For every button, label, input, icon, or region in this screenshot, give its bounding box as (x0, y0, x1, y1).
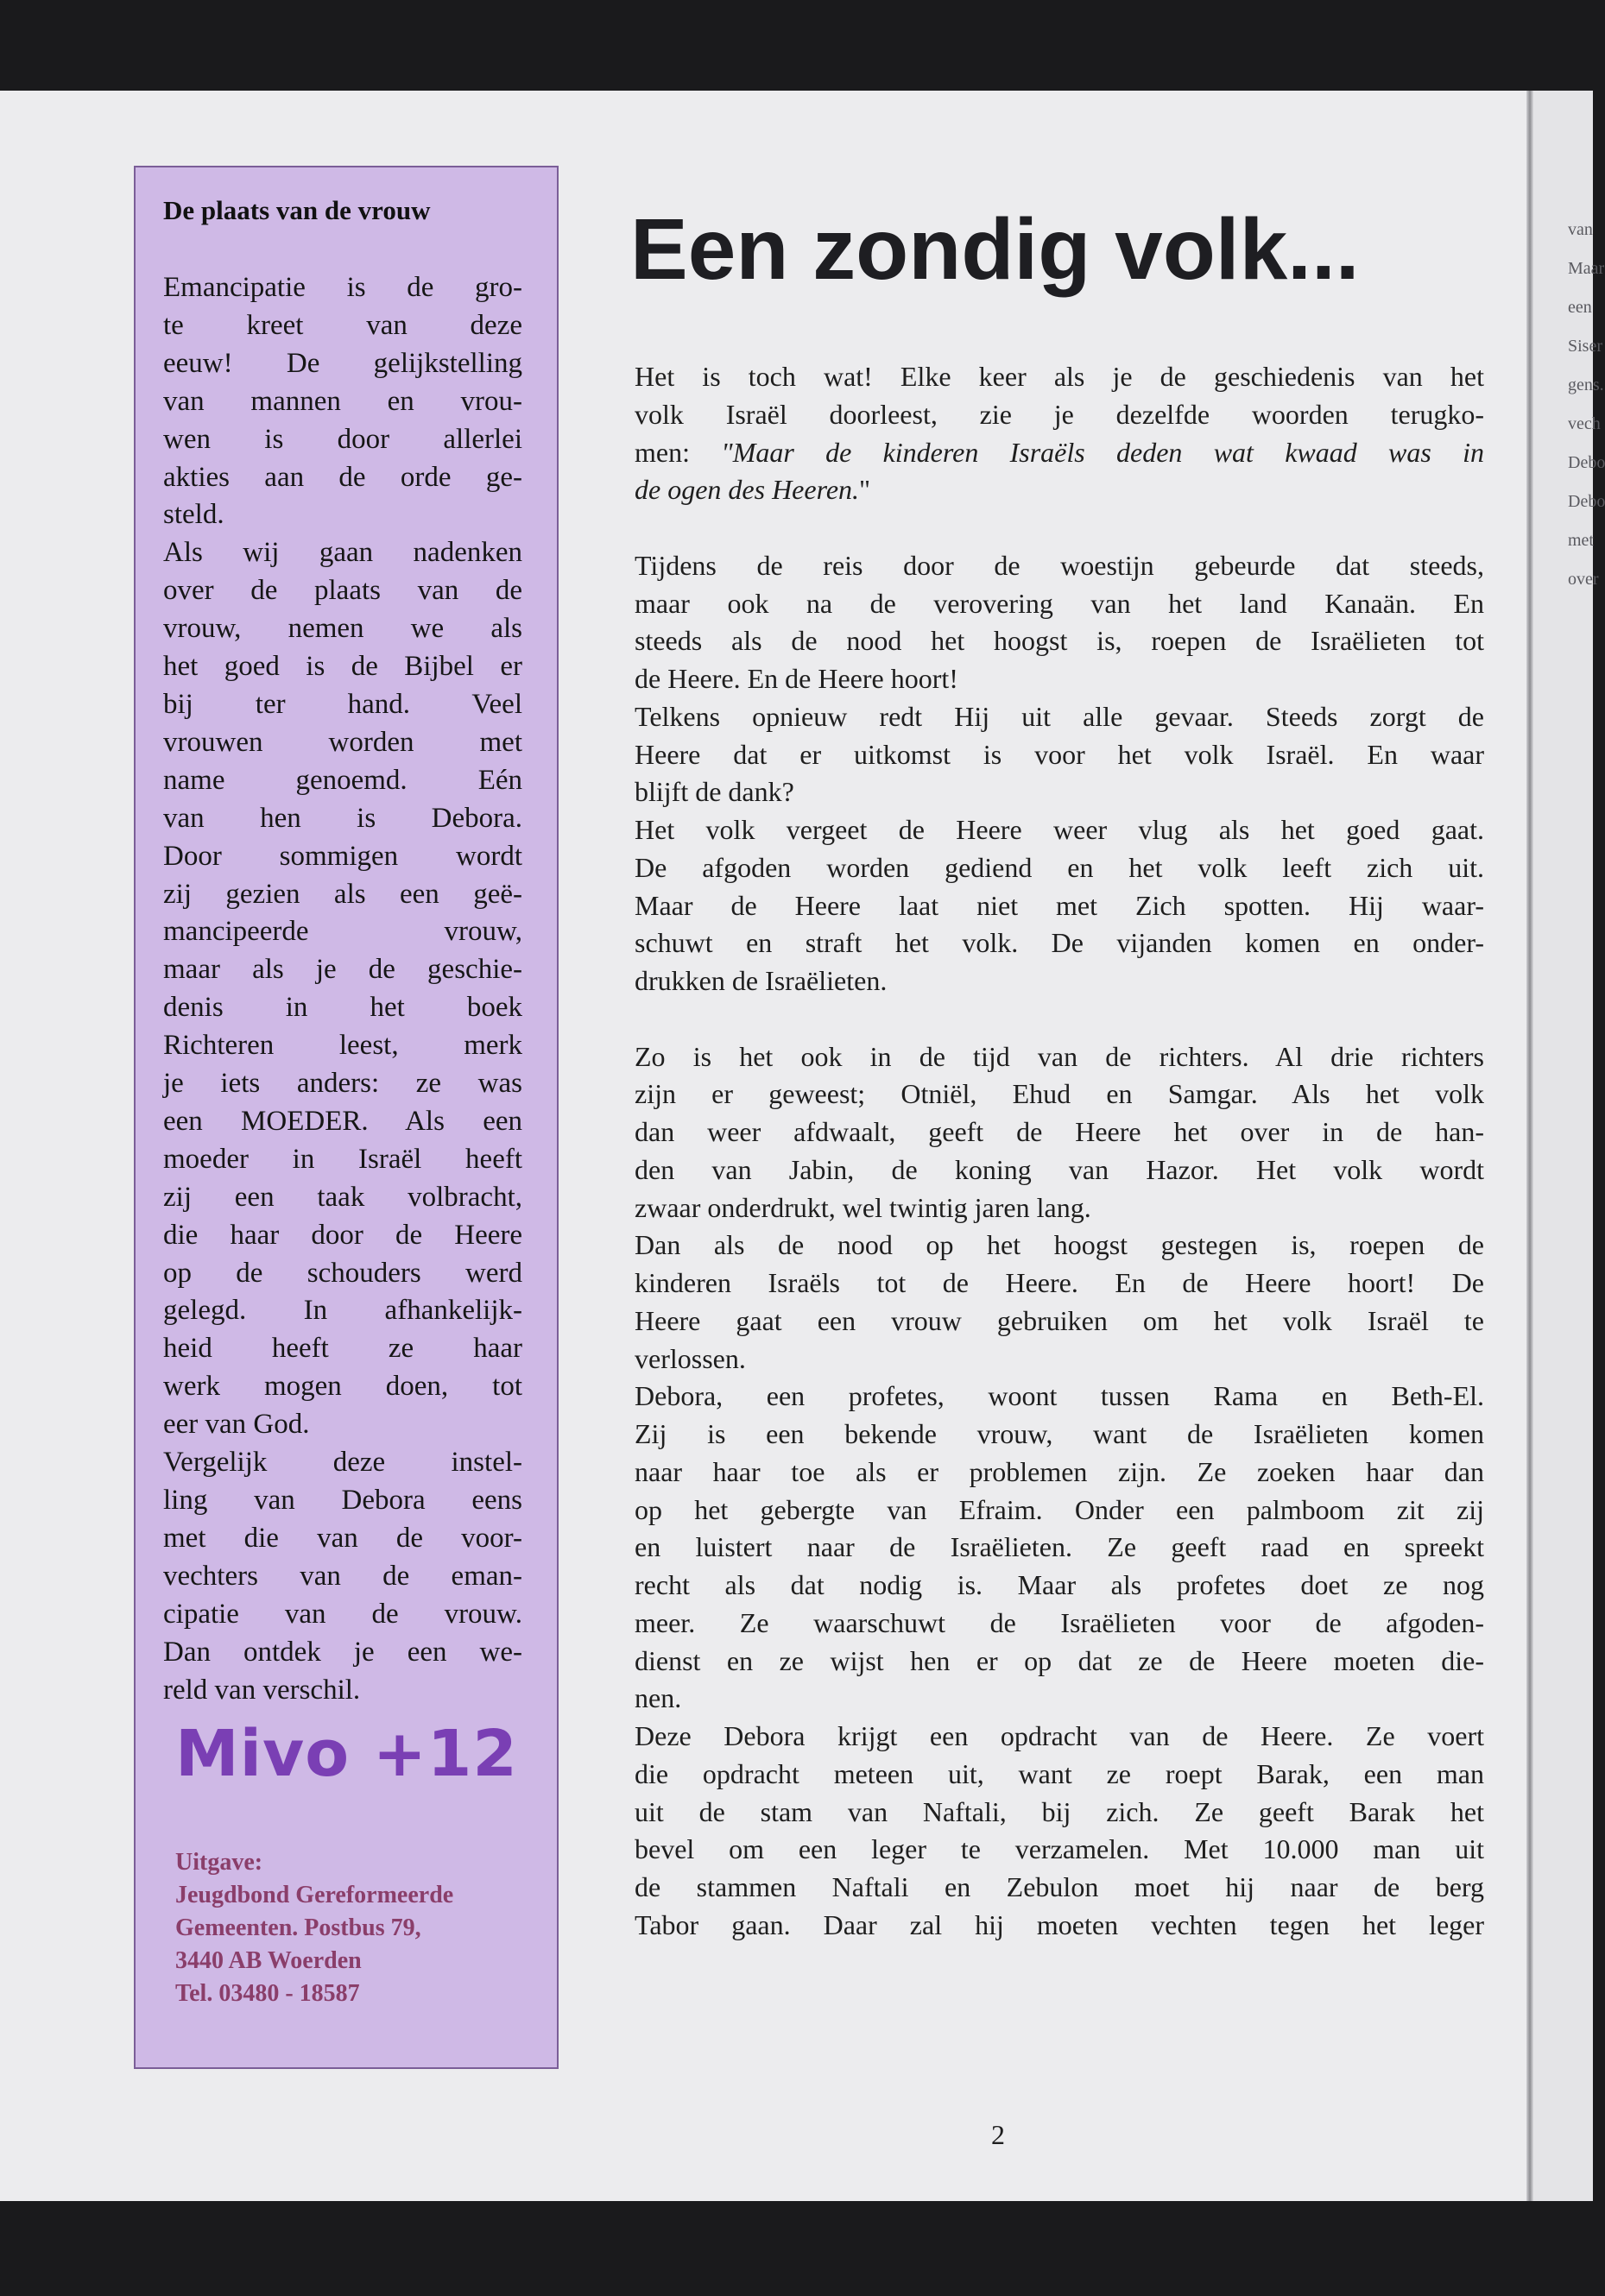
sidebar-line: over de plaats van de (163, 575, 522, 607)
sidebar-line: Emancipatie is de gro- (163, 272, 522, 303)
article-line: Tabor gaan. Daar zal hij moeten vechten tegen het leger (635, 1908, 1484, 1940)
sidebar-line: Dan ontdek je een we- (163, 1636, 522, 1668)
article-line: zwaar onderdrukt, wel twintig jaren lang. (635, 1191, 1091, 1223)
sidebar-line: Richteren leest, merk (163, 1030, 522, 1062)
sidebar-line: werk mogen doen, tot (163, 1371, 522, 1403)
article-line: Tijdens de reis door de woestijn gebeurde dat steeds, (635, 549, 1484, 581)
sidebar-line: maar als je de geschie- (163, 954, 522, 986)
adjacent-page-fragment: over (1568, 570, 1599, 589)
paragraph-gap (635, 1000, 1484, 1038)
article-line: Zo is het ook in de tijd van de richters. Al drie richters (635, 1040, 1484, 1072)
article-line: verlossen. (635, 1342, 746, 1374)
article-line: Deze Debora krijgt een opdracht van de Heere. Ze voert (635, 1720, 1484, 1751)
sidebar-line: zij gezien als een geë- (163, 878, 522, 910)
sidebar-line: met die van de voor- (163, 1522, 522, 1554)
sidebar-line: gelegd. In afhankelijk- (163, 1295, 522, 1327)
sidebar-body (163, 269, 522, 1709)
sidebar-line: name genoemd. Eén (163, 764, 522, 796)
adjacent-page-fragment: Debo (1568, 492, 1605, 511)
page-gutter (1526, 91, 1533, 2201)
mivo-logo: Mivo +12 (175, 1717, 518, 1791)
article-line: meer. Ze waarschuwt de Israëlieten voor de afgoden- (635, 1606, 1484, 1638)
article-line: volk Israël doorleest, zie je dezelfde woorden terugko- (635, 398, 1484, 430)
sidebar-line: Door sommigen wordt (163, 840, 522, 872)
article-line: drukken de Israëlieten. (635, 965, 888, 996)
sidebar-box (134, 166, 559, 2069)
sidebar-line: eeuw! De gelijkstelling (163, 347, 522, 379)
sidebar-line: je iets anders: ze was (163, 1068, 522, 1100)
article-line: de ogen des Heeren." (635, 474, 871, 506)
article-line: zijn er geweest; Otniël, Ehud en Samgar. Als het volk (635, 1078, 1484, 1110)
article-line: Dan als de nood op het hoogst gestegen is, roepen de (635, 1229, 1484, 1261)
adjacent-page-fragment: Maar (1568, 259, 1605, 278)
sidebar-line: steld. (163, 499, 224, 531)
article-line: Zij is een bekende vrouw, want de Israëlieten komen (635, 1418, 1484, 1449)
article-line: uit de stam van Naftali, bij zich. Ze geeft Barak het (635, 1795, 1484, 1827)
sidebar-line: reld van verschil. (163, 1674, 361, 1706)
sidebar-line: akties aan de orde ge- (163, 461, 522, 493)
sidebar-line: het goed is de Bijbel er (163, 651, 522, 683)
sidebar-line: van mannen en vrou- (163, 385, 522, 417)
article-line: Debora, een profetes, woont tussen Rama en Beth-El. (635, 1380, 1484, 1412)
adjacent-page-fragment: van (1568, 220, 1593, 239)
article-line: schuwt en straft het volk. De vijanden komen en onder- (635, 927, 1484, 959)
article-line: op het gebergte van Efraim. Onder een palmboom zit zij (635, 1493, 1484, 1525)
article-line: de stammen Naftali en Zebulon moet hij naar de berg (635, 1871, 1484, 1902)
article-line: Heere gaat een vrouw gebruiken om het volk Israël te (635, 1304, 1484, 1336)
article-line: steeds als de nood het hoogst is, roepen de Israëlieten tot (635, 625, 1484, 657)
sidebar-line: van hen is Debora. (163, 802, 522, 834)
adjacent-page-fragment: vech (1568, 414, 1601, 433)
sidebar-line: moeder in Israël heeft (163, 1143, 522, 1175)
article-line: Het volk vergeet de Heere weer vlug als het goed gaat. (635, 814, 1484, 845)
article-line: recht als dat nodig is. Maar als profetes doet ze nog (635, 1569, 1484, 1600)
page-number: 2 (991, 2119, 1005, 2150)
sidebar-line: cipatie van de vrouw. (163, 1598, 522, 1630)
sidebar-line: zij een taak volbracht, (163, 1181, 522, 1213)
article-line: maar ook na de verovering van het land Kanaän. En (635, 587, 1484, 619)
article-line: De afgoden worden gediend en het volk leeft zich uit. (635, 851, 1484, 883)
article-headline: Een zondig volk... (630, 201, 1360, 298)
publisher-line: 3440 AB Woerden (175, 1947, 362, 1974)
article-line: die opdracht meteen uit, want ze roept Barak, een man (635, 1757, 1484, 1789)
adjacent-page-fragment: Debo (1568, 453, 1605, 472)
publisher-line: Jeugdbond Gereformeerde (175, 1882, 454, 1908)
adjacent-page-fragment: Siser (1568, 337, 1602, 356)
adjacent-page-fragment: met (1568, 531, 1594, 550)
article-line: naar haar toe als er problemen zijn. Ze zoeken haar dan (635, 1455, 1484, 1487)
article-line: kinderen Israëls tot de Heere. En de Heere hoort! De (635, 1267, 1484, 1298)
sidebar-line: heid heeft ze haar (163, 1333, 522, 1365)
sidebar-line: mancipeerde vrouw, (163, 916, 522, 948)
article-line: en luistert naar de Israëlieten. Ze geeft raad en spreekt (635, 1531, 1484, 1563)
article-line: Het is toch wat! Elke keer als je de geschiedenis van het (635, 361, 1484, 392)
sidebar-line: Als wij gaan nadenken (163, 537, 522, 569)
article-line: Maar de Heere laat niet met Zich spotten. Hij waar- (635, 889, 1484, 921)
article-line: Heere dat er uitkomst is voor het volk Israël. En waar (635, 738, 1484, 770)
sidebar-line: vrouwen worden met (163, 726, 522, 758)
sidebar-line: ling van Debora eens (163, 1485, 522, 1516)
publisher-line: Uitgave: (175, 1849, 263, 1876)
sidebar-title: De plaats van de vrouw (163, 195, 431, 225)
article-line: bevel om een leger te verzamelen. Met 10.000 man uit (635, 1833, 1484, 1865)
sidebar-line: eer van God. (163, 1409, 310, 1441)
sidebar-line: op de schouders werd (163, 1257, 522, 1289)
sidebar-line: die haar door de Heere (163, 1219, 522, 1251)
adjacent-page-strip (1533, 91, 1605, 2201)
article-line: den van Jabin, de koning van Hazor. Het volk wordt (635, 1153, 1484, 1185)
sidebar-line: wen is door allerlei (163, 423, 522, 455)
publisher-line: Tel. 03480 - 18587 (175, 1980, 360, 2007)
article-line: de Heere. En de Heere hoort! (635, 663, 958, 694)
article-line: blijft de dank? (635, 776, 794, 808)
paragraph-gap (635, 509, 1484, 547)
adjacent-page-fragment: gens. (1568, 375, 1604, 394)
article-line: dan weer afdwaalt, geeft de Heere het over in de han- (635, 1116, 1484, 1147)
sidebar-line: Vergelijk deze instel- (163, 1447, 522, 1479)
article-line: nen. (635, 1682, 682, 1714)
sidebar-line: een MOEDER. Als een (163, 1105, 522, 1137)
article-line: Telkens opnieuw redt Hij uit alle gevaar. Steeds zorgt de (635, 700, 1484, 732)
sidebar-line: vechters van de eman- (163, 1560, 522, 1592)
publisher-line: Gemeenten. Postbus 79, (175, 1914, 421, 1941)
article-line: dienst en ze wijst hen er op dat ze de Heere moeten die- (635, 1644, 1484, 1676)
sidebar-line: vrouw, nemen we als (163, 613, 522, 645)
adjacent-page-fragment: een (1568, 298, 1592, 317)
sidebar-line: te kreet van deze (163, 309, 522, 341)
article-body (635, 358, 1484, 1945)
article-line: men: "Maar de kinderen Israëls deden wat kwaad was in (635, 436, 1485, 468)
sidebar-line: bij ter hand. Veel (163, 688, 522, 720)
publisher-info (175, 1846, 521, 2010)
sidebar-line: denis in het boek (163, 992, 522, 1024)
